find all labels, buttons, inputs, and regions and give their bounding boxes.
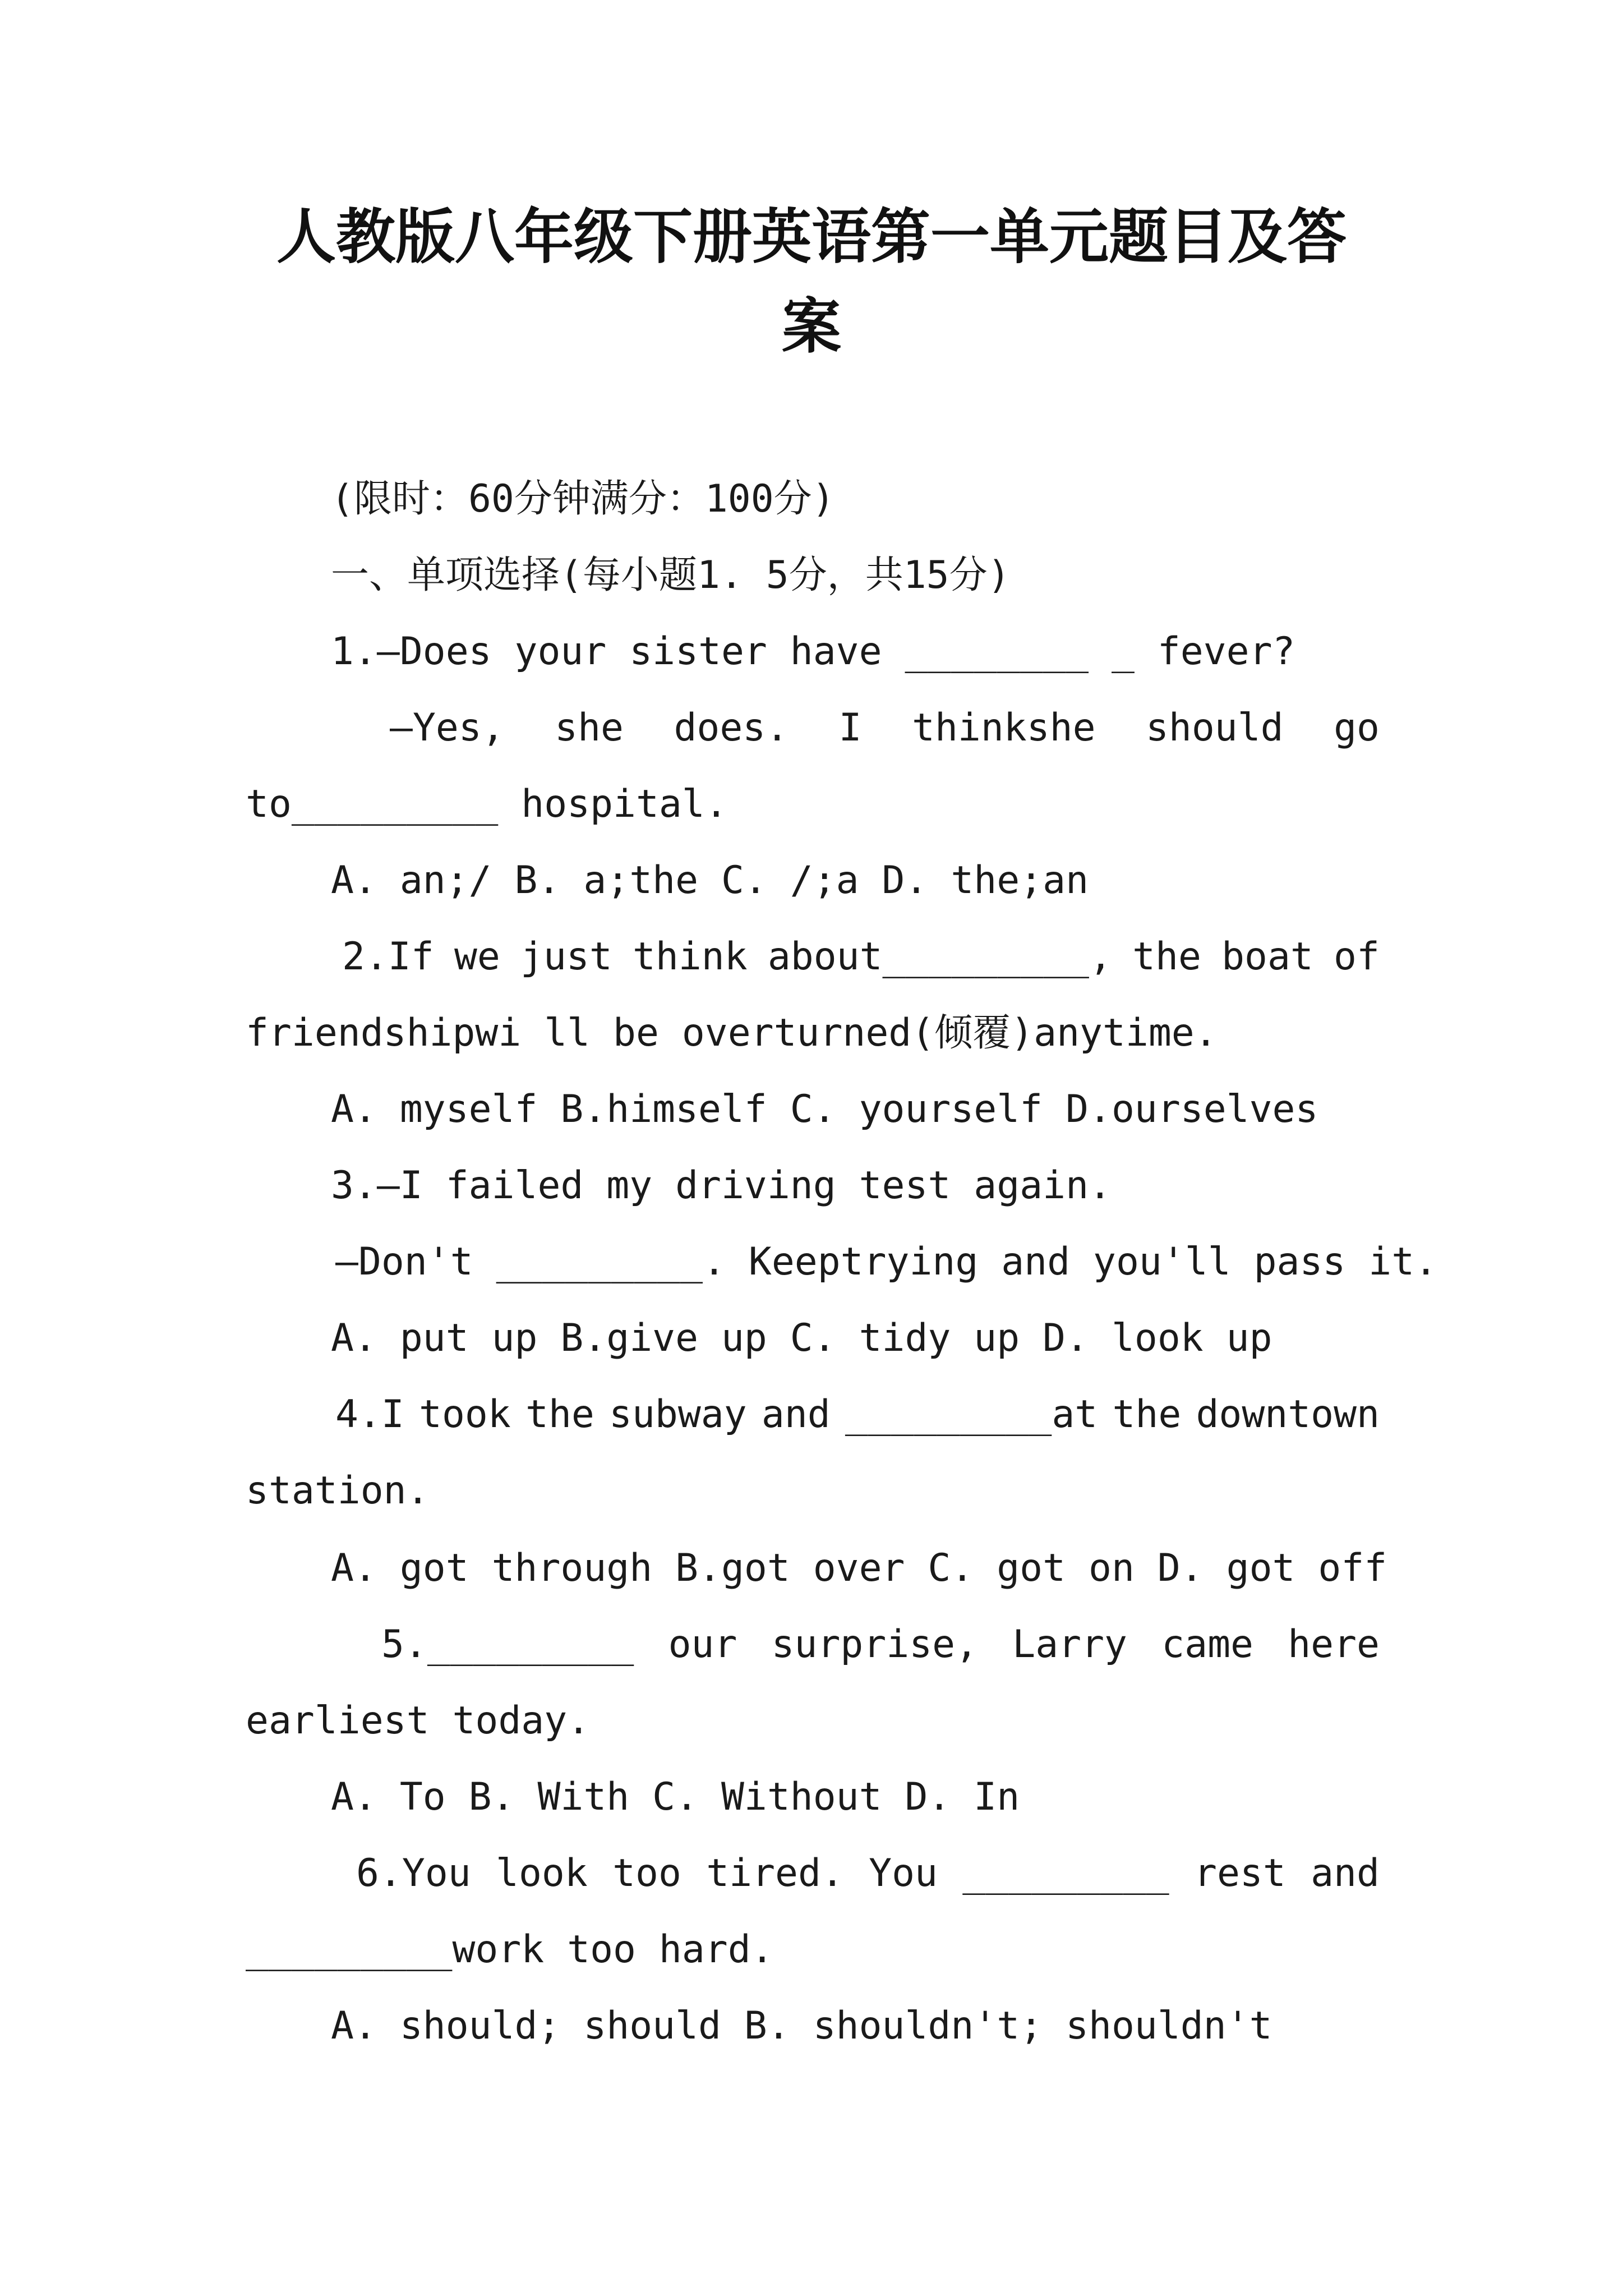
word: she (555, 706, 624, 750)
word: surprise, (771, 1622, 979, 1667)
word: of (1334, 935, 1380, 979)
section-heading: 一、单项选择(每小题1. 5分，共15分) (331, 553, 1011, 597)
word: —Yes, (390, 706, 505, 750)
word: downtown (1196, 1392, 1380, 1437)
question-3-options: A. put up B.give up C. tidy up D. look up (331, 1316, 1272, 1360)
word: 4.I (335, 1392, 404, 1437)
question-2-line-2: friendshipwi ll be overturned(倾覆)anytime. (246, 1011, 1218, 1055)
word: think (632, 935, 748, 979)
word: 6.You (356, 1851, 471, 1895)
question-1-options: A. an;/ B. a;the C. /;a D. the;an (331, 858, 1089, 903)
word: we (454, 935, 500, 979)
word: rest (1194, 1851, 1286, 1895)
word: 2.If (342, 935, 434, 979)
word: 5._________ (381, 1622, 634, 1667)
question-5-line-1 (381, 1622, 1380, 1667)
word: thinkshe (912, 706, 1096, 750)
word: You (869, 1851, 938, 1895)
word: the (1132, 935, 1201, 979)
word: and (761, 1392, 831, 1437)
question-3-line-2: —Don't _________. Keeptrying and you'll pass it. (335, 1240, 1438, 1284)
word: tired. (706, 1851, 844, 1895)
word: I (838, 706, 862, 750)
question-5-line-2: earliest today. (246, 1699, 591, 1743)
word: our (668, 1622, 737, 1667)
word: Larry (1012, 1622, 1127, 1667)
question-2-options: A. myself B.himself C. yourself D.ourselves (331, 1087, 1318, 1131)
word: should (1145, 706, 1284, 750)
time-limit-note: (限时：60分钟满分：100分) (331, 477, 835, 521)
question-1-line-1: 1.—Does your sister have ________ _ fever? (331, 629, 1295, 674)
question-6-line-2: _________work too hard. (246, 1927, 774, 1972)
word: just (520, 935, 612, 979)
word: does. (674, 706, 789, 750)
question-6-line-1 (356, 1851, 1380, 1896)
question-1-line-3: to_________ hospital. (246, 782, 728, 826)
word: subway (609, 1392, 747, 1437)
word: go (1334, 706, 1380, 750)
word: about_________, (767, 935, 1112, 979)
question-5-options: A. To B. With C. Without D. In (331, 1775, 1020, 1819)
question-4-line-2: station. (246, 1469, 430, 1513)
document-title-line-1: 人教版八年级下册英语第一单元题目及答 (276, 201, 1347, 272)
question-6-options: A. should; should B. shouldn't; shouldn't (331, 2004, 1272, 2048)
word: took (419, 1392, 511, 1437)
question-4-options: A. got through B.got over C. got on D. got off (331, 1546, 1387, 1590)
word: the (1112, 1392, 1182, 1437)
word: look (496, 1851, 588, 1895)
word: here (1288, 1622, 1380, 1667)
word: the (525, 1392, 594, 1437)
question-4-line-1 (335, 1392, 1380, 1437)
document-title-line-2: 案 (782, 291, 841, 361)
question-1-line-2 (390, 706, 1380, 751)
word: boat (1221, 935, 1313, 979)
word: and (1311, 1851, 1380, 1895)
word: _________ (962, 1851, 1169, 1895)
word: _________at (845, 1392, 1098, 1437)
word: came (1161, 1622, 1253, 1667)
question-2-line-1 (342, 935, 1380, 979)
word: too (612, 1851, 681, 1895)
question-3-line-1: 3.—I failed my driving test again. (331, 1163, 1112, 1208)
